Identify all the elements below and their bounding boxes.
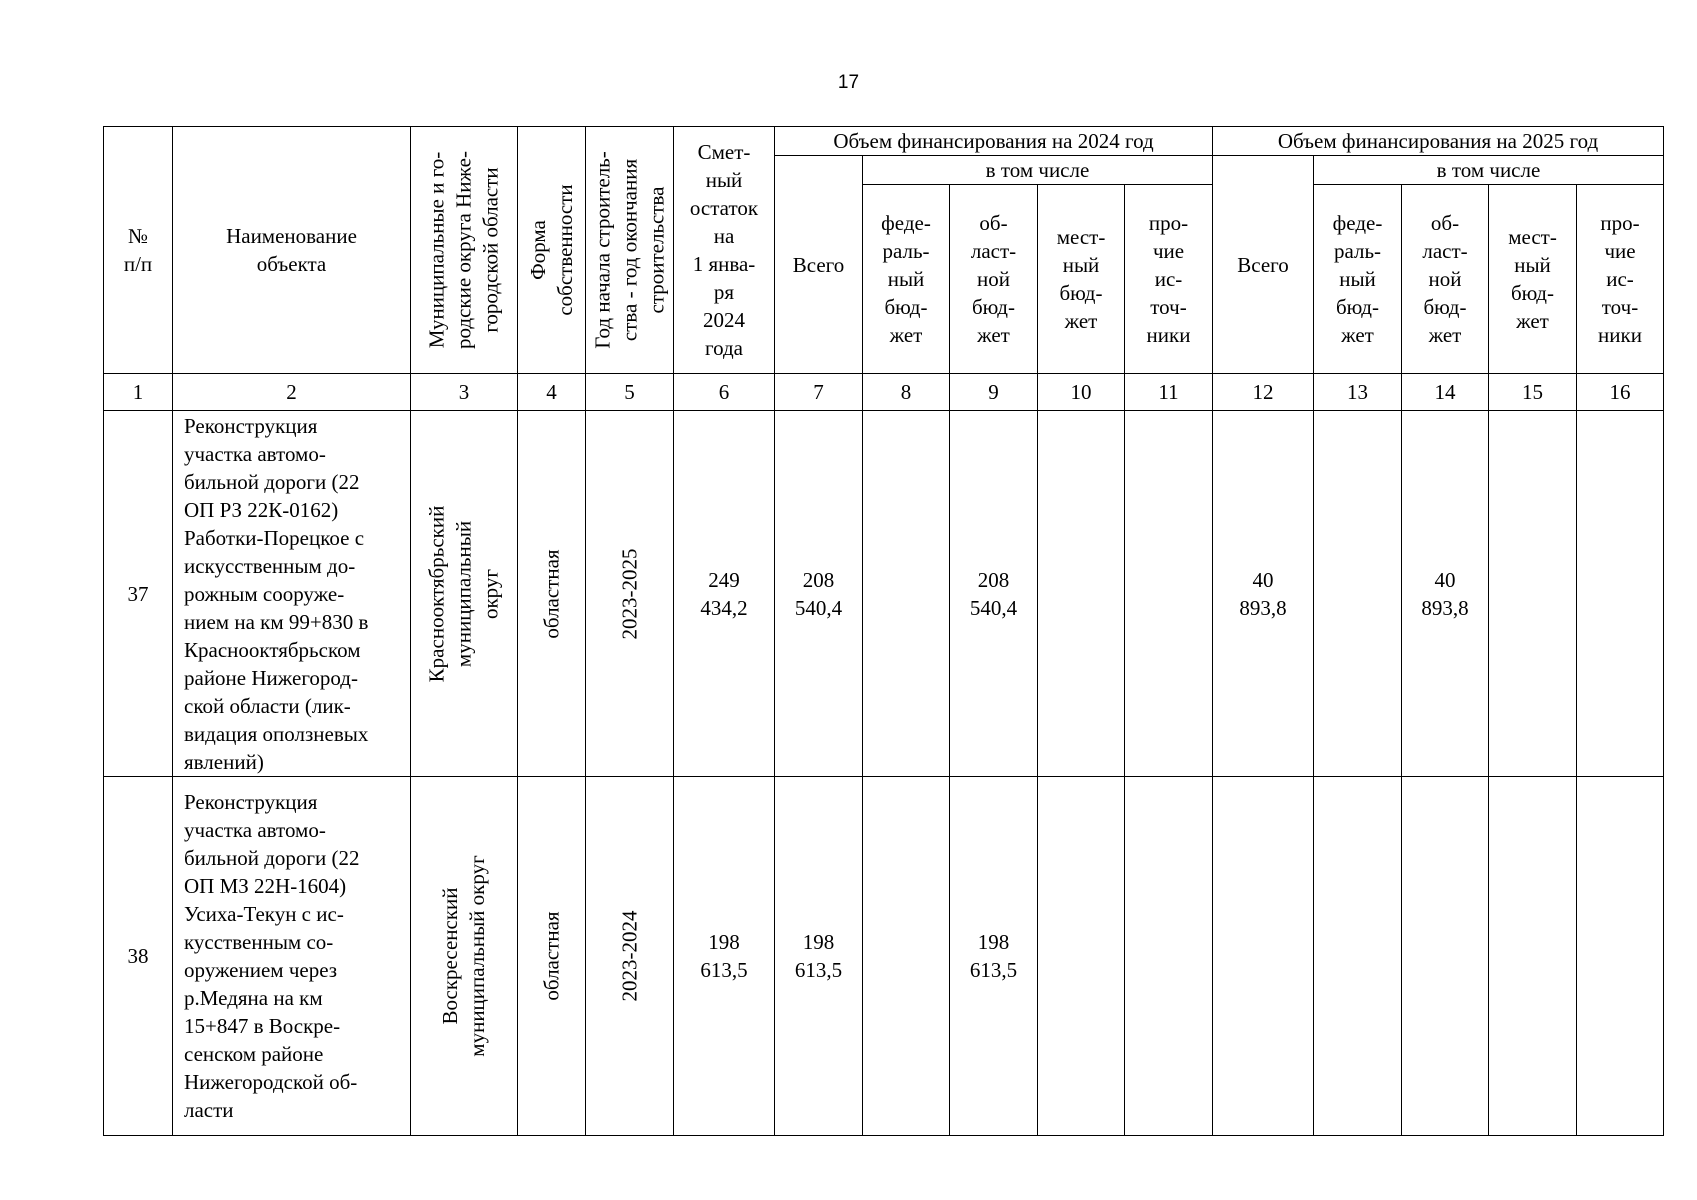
local-2024-cell <box>1038 777 1125 1136</box>
header-federal-2025: феде- раль- ный бюд- жет <box>1314 185 1402 374</box>
years-cell: 2023-2025 <box>586 411 674 777</box>
header-total-2025: Всего <box>1213 156 1314 374</box>
balance-cell: 198 613,5 <box>674 777 775 1136</box>
col-number: 9 <box>950 374 1038 411</box>
header-years: Год начала строитель- ства - год окончания строительства <box>586 127 674 374</box>
regional-2024-cell: 208 540,4 <box>950 411 1038 777</box>
header-local-2024: мест- ный бюд- жет <box>1038 185 1125 374</box>
column-numbers-row <box>104 374 1664 411</box>
municipality-cell: Краснооктябрьский муниципальный округ <box>411 411 518 777</box>
header-other-2024: про- чие ис- точ- ники <box>1125 185 1213 374</box>
regional-2024-cell: 198 613,5 <box>950 777 1038 1136</box>
header-funding-2024: Объем финансирования на 2024 год <box>775 127 1213 156</box>
col-number: 11 <box>1125 374 1213 411</box>
col-number: 14 <box>1402 374 1489 411</box>
header-local-2025: мест- ный бюд- жет <box>1489 185 1577 374</box>
total-2024-cell: 208 540,4 <box>775 411 863 777</box>
financing-table <box>103 126 1664 1136</box>
total-2024-cell: 198 613,5 <box>775 777 863 1136</box>
header-federal-2024: феде- раль- ный бюд- жет <box>863 185 950 374</box>
header-other-2025: про- чие ис- точ- ники <box>1577 185 1664 374</box>
years-cell: 2023-2024 <box>586 777 674 1136</box>
header-regional-2024: об- ласт- ной бюд- жет <box>950 185 1038 374</box>
row-num: 37 <box>104 411 173 777</box>
header-name: Наименование объекта <box>173 127 411 374</box>
regional-2025-cell <box>1402 777 1489 1136</box>
header-including-2025: в том числе <box>1314 156 1664 185</box>
col-number: 3 <box>411 374 518 411</box>
other-2025-cell <box>1577 411 1664 777</box>
ownership-cell: областная <box>518 411 586 777</box>
header-ownership: Форма собственности <box>518 127 586 374</box>
federal-2024-cell <box>863 411 950 777</box>
col-number: 1 <box>104 374 173 411</box>
local-2025-cell <box>1489 411 1577 777</box>
total-2025-cell <box>1213 777 1314 1136</box>
header-municipality: Муниципальные и го- родские округа Ниже- городской области <box>411 127 518 374</box>
col-number: 2 <box>173 374 411 411</box>
col-number: 13 <box>1314 374 1402 411</box>
header-num: № п/п <box>104 127 173 374</box>
header-balance: Смет- ный остаток на 1 янва- ря 2024 года <box>674 127 775 374</box>
other-2024-cell <box>1125 777 1213 1136</box>
row-num: 38 <box>104 777 173 1136</box>
balance-cell: 249 434,2 <box>674 411 775 777</box>
header-regional-2025: об- ласт- ной бюд- жет <box>1402 185 1489 374</box>
col-number: 12 <box>1213 374 1314 411</box>
federal-2025-cell <box>1314 777 1402 1136</box>
col-number: 16 <box>1577 374 1664 411</box>
table-row <box>104 411 1664 777</box>
page-number: 17 <box>837 72 860 93</box>
header-funding-2025: Объем финансирования на 2025 год <box>1213 127 1664 156</box>
ownership-cell: областная <box>518 777 586 1136</box>
header-including-2024: в том числе <box>863 156 1213 185</box>
col-number: 10 <box>1038 374 1125 411</box>
col-number: 6 <box>674 374 775 411</box>
col-number: 7 <box>775 374 863 411</box>
object-name: Реконструкция участка автомо- бильной дороги (22 ОП РЗ 22К-0162) Работки-Порецкое с искусственным до- рожным сооруже- нием на км 99+830 в Краснооктябрьском районе Нижегород- ской области (лик- видация оползневых явлений) <box>173 411 411 777</box>
col-number: 15 <box>1489 374 1577 411</box>
other-2024-cell <box>1125 411 1213 777</box>
col-number: 8 <box>863 374 950 411</box>
object-name: Реконструкция участка автомо- бильной дороги (22 ОП МЗ 22Н-1604) Усиха-Текун с ис- кусственным со- оружением через р.Медяна на км 15+847 в Воскре- сенском районе Нижегородской об- ласти <box>173 777 411 1136</box>
table-row <box>104 777 1664 1136</box>
header-total-2024: Всего <box>775 156 863 374</box>
local-2024-cell <box>1038 411 1125 777</box>
total-2025-cell: 40 893,8 <box>1213 411 1314 777</box>
federal-2025-cell <box>1314 411 1402 777</box>
regional-2025-cell: 40 893,8 <box>1402 411 1489 777</box>
federal-2024-cell <box>863 777 950 1136</box>
col-number: 5 <box>586 374 674 411</box>
col-number: 4 <box>518 374 586 411</box>
municipality-cell: Воскресенский муниципальный округ <box>411 777 518 1136</box>
local-2025-cell <box>1489 777 1577 1136</box>
other-2025-cell <box>1577 777 1664 1136</box>
